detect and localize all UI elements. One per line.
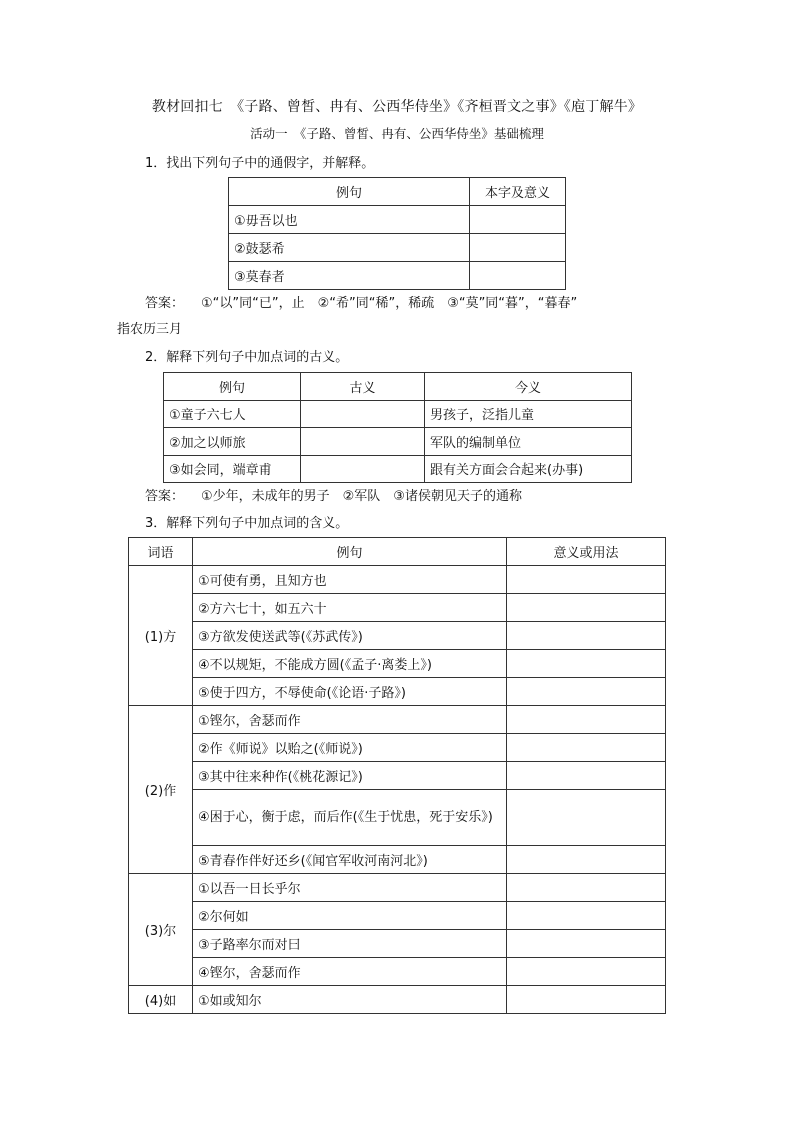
q3-sentence: ④不以规矩，不能成方圆(《孟子·离娄上》) (193, 650, 507, 678)
table-header-row (129, 538, 666, 566)
table-row (129, 874, 666, 902)
q3-answer-cell[interactable] (507, 734, 666, 762)
q3-answer-cell[interactable] (507, 650, 666, 678)
q2-modern-meaning: 男孩子，泛指儿童 (425, 400, 632, 428)
q2-modern-meaning: 跟有关方面会合起来(办事) (425, 455, 632, 483)
q1-header-example: 例句 (229, 178, 470, 206)
q2-modern-meaning: 军队的编制单位 (425, 428, 632, 456)
table-header-row (229, 178, 566, 206)
q2-header-ancient: 古义 (301, 373, 425, 401)
question-1-text: 1．找出下列句子中的通假字，并解释。 (145, 156, 375, 171)
page-title: 教材回扣七 《子路、曾皙、冉有、公西华侍坐》《齐桓晋文之事》《庖丁解牛》 (151, 99, 643, 115)
q3-sentence: ⑤青春作伴好还乡(《闻官军收河南河北》) (193, 846, 507, 874)
table-row (129, 762, 666, 790)
q3-table (128, 537, 666, 1014)
table-row (129, 790, 666, 846)
table-row (164, 400, 632, 428)
q1-answer-line1: ①“以”同“已”，止 ②“希”同“稀”，稀疏 ③“莫”同“暮”，“暮春” (201, 296, 578, 311)
table-row (164, 455, 632, 483)
q3-answer-cell[interactable] (507, 874, 666, 902)
table-row (129, 930, 666, 958)
q1-answer-label: 答案： (145, 296, 185, 311)
table-row (129, 958, 666, 986)
question-2-text: 2．解释下列句子中加点词的古义。 (145, 350, 349, 365)
q1-answer-cell[interactable] (470, 262, 566, 290)
q3-sentence: ①以吾一日长乎尔 (193, 874, 507, 902)
q3-sentence: ④铿尔，舍瑟而作 (193, 958, 507, 986)
q3-answer-cell[interactable] (507, 958, 666, 986)
q3-sentence: ②方六七十，如五六十 (193, 594, 507, 622)
q3-sentence: ④困于心，衡于虑，而后作(《生于忧患，死于安乐》) (193, 790, 507, 846)
q3-word: (1)方 (129, 566, 193, 706)
q3-answer-cell[interactable] (507, 902, 666, 930)
table-row (129, 902, 666, 930)
table-row (129, 678, 666, 706)
q3-answer-cell[interactable] (507, 566, 666, 594)
q3-sentence: ③方欲发使送武等(《苏武传》) (193, 622, 507, 650)
q3-answer-cell[interactable] (507, 762, 666, 790)
q2-answer-text: ①少年，未成年的男子 ②军队 ③诸侯朝见天子的通称 (201, 489, 522, 504)
q3-header-meaning: 意义或用法 (507, 538, 666, 566)
q1-sentence: ③莫春者 (229, 262, 470, 290)
q1-sentence: ②鼓瑟希 (229, 234, 470, 262)
table-header-row (164, 373, 632, 401)
q3-sentence: ①铿尔，舍瑟而作 (193, 706, 507, 734)
q1-table (228, 177, 566, 290)
table-row (129, 650, 666, 678)
table-row (129, 706, 666, 734)
table-row (229, 206, 566, 234)
q3-header-example: 例句 (193, 538, 507, 566)
q2-sentence: ②加之以师旅 (164, 428, 301, 456)
q1-answer-cell[interactable] (470, 206, 566, 234)
q3-sentence: ②尔何如 (193, 902, 507, 930)
q3-answer-cell[interactable] (507, 594, 666, 622)
q2-ancient-cell[interactable] (301, 455, 425, 483)
q2-header-modern: 今义 (425, 373, 632, 401)
q1-sentence: ①毋吾以也 (229, 206, 470, 234)
q3-sentence: ①如或知尔 (193, 986, 507, 1014)
section-subtitle: 活动一 《子路、曾皙、冉有、公西华侍坐》基础梳理 (250, 126, 544, 141)
q3-answer-cell[interactable] (507, 986, 666, 1014)
table-row (129, 594, 666, 622)
q2-table (163, 372, 632, 483)
q3-answer-cell[interactable] (507, 790, 666, 846)
q3-header-word: 词语 (129, 538, 193, 566)
q3-answer-cell[interactable] (507, 930, 666, 958)
table-row (164, 428, 632, 456)
table-row (229, 262, 566, 290)
q3-sentence: ③子路率尔而对曰 (193, 930, 507, 958)
q3-word: (2)作 (129, 706, 193, 874)
q2-ancient-cell[interactable] (301, 400, 425, 428)
q1-answer-line2: 指农历三月 (117, 322, 183, 337)
q3-sentence: ③其中往来种作(《桃花源记》) (193, 762, 507, 790)
q1-answer-cell[interactable] (470, 234, 566, 262)
q3-answer-cell[interactable] (507, 678, 666, 706)
table-row (129, 734, 666, 762)
q3-sentence: ⑤使于四方，不辱使命(《论语·子路》) (193, 678, 507, 706)
q3-word: (3)尔 (129, 874, 193, 986)
table-row (229, 234, 566, 262)
q3-sentence: ②作《师说》以贻之(《师说》) (193, 734, 507, 762)
question-3-text: 3．解释下列句子中加点词的含义。 (145, 516, 349, 531)
q3-word: (4)如 (129, 986, 193, 1014)
table-row (129, 986, 666, 1014)
q2-sentence: ①童子六七人 (164, 400, 301, 428)
q3-answer-cell[interactable] (507, 846, 666, 874)
q1-header-meaning: 本字及意义 (470, 178, 566, 206)
q2-sentence: ③如会同，端章甫 (164, 455, 301, 483)
q3-answer-cell[interactable] (507, 622, 666, 650)
q3-answer-cell[interactable] (507, 706, 666, 734)
q2-answer-label: 答案： (145, 489, 185, 504)
q2-ancient-cell[interactable] (301, 428, 425, 456)
q3-sentence: ①可使有勇，且知方也 (193, 566, 507, 594)
q2-header-example: 例句 (164, 373, 301, 401)
table-row (129, 566, 666, 594)
table-row (129, 622, 666, 650)
table-row (129, 846, 666, 874)
